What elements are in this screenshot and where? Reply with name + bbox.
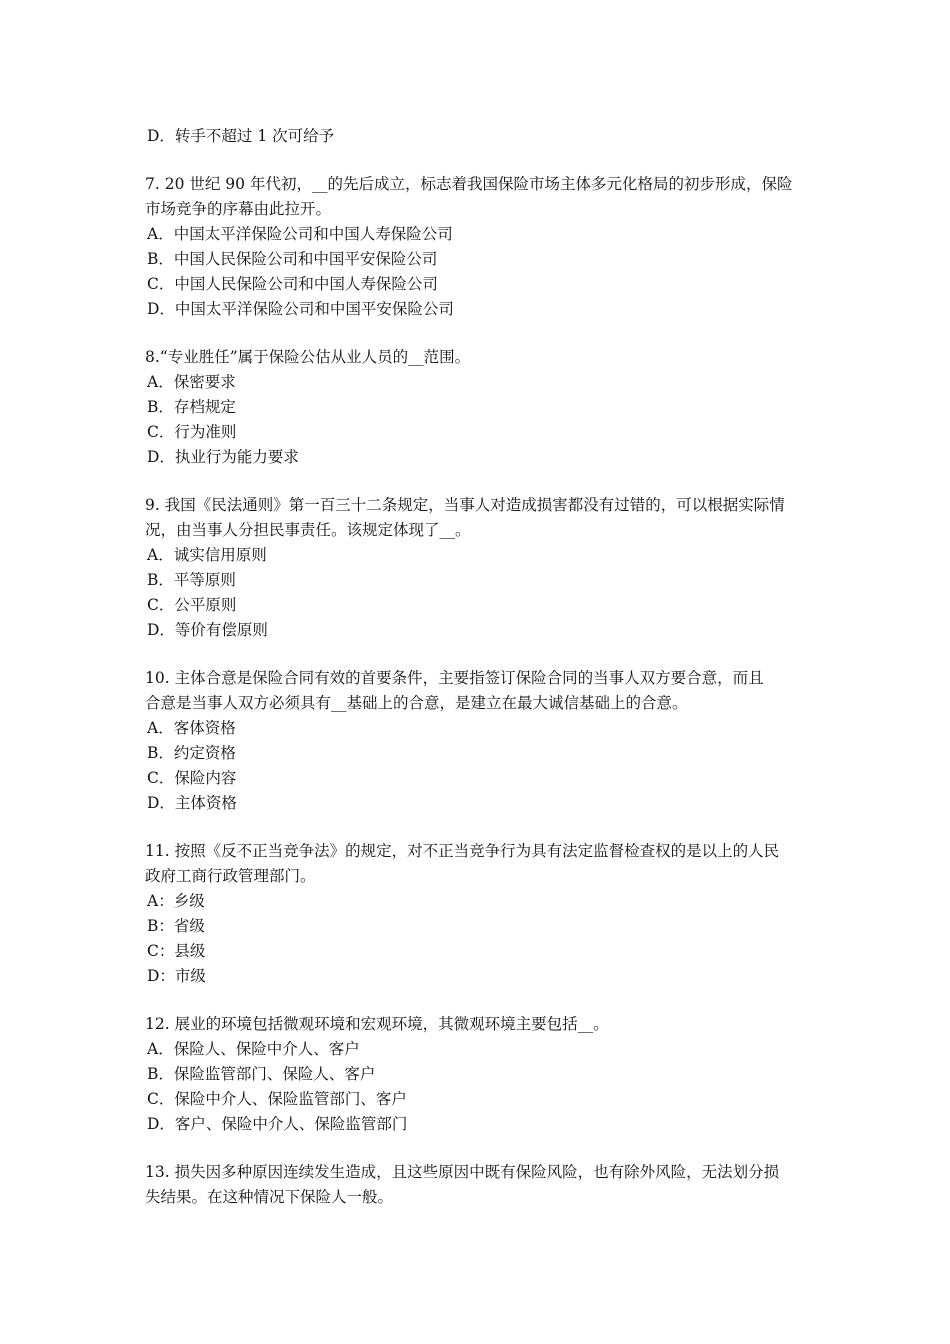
question-stem-line: 9. 我国《民法通则》第一百三十二条规定，当事人对造成损害都没有过错的，可以根据实际情 (145, 496, 785, 514)
question-stem-line: 7. 20 世纪 90 年代初，__的先后成立，标志着我国保险市场主体多元化格局的初步形成，保险 (145, 175, 793, 193)
question-block (145, 839, 810, 989)
question-stem-line: 失结果。在这种情况下保险人一般。 (145, 1188, 394, 1206)
option-d-top: D．转手不超过 1 次可给予 (147, 127, 335, 145)
answer-option: D：市级 (147, 967, 206, 985)
answer-option: D．等价有偿原则 (147, 621, 268, 639)
question-stem-line: 12. 展业的环境包括微观环境和宏观环境，其微观环境主要包括__。 (145, 1015, 609, 1033)
question-block (145, 172, 810, 322)
answer-option: A．诚实信用原则 (147, 546, 267, 564)
answer-option: D．客户、保险中介人、保险监管部门 (147, 1115, 408, 1133)
question-stem-line: 政府工商行政管理部门。 (145, 867, 316, 885)
question-stem-line: 10. 主体合意是保险合同有效的首要条件，主要指签订保险合同的当事人双方要合意，而且 (145, 669, 764, 687)
answer-option: C．中国人民保险公司和中国人寿保险公司 (147, 275, 438, 293)
answer-option: C：县级 (147, 942, 206, 960)
question-list (145, 172, 810, 1210)
question-stem-line: 11. 按照《反不正当竞争法》的规定，对不正当竞争行为具有法定监督检查权的是以上的人民 (145, 842, 780, 860)
question-block (145, 1160, 810, 1210)
answer-option: A：乡级 (147, 892, 205, 910)
answer-option: C．保险内容 (147, 769, 237, 787)
answer-option: C．公平原则 (147, 596, 237, 614)
answer-option: A．客体资格 (147, 719, 236, 737)
answer-option: A．中国太平洋保险公司和中国人寿保险公司 (147, 225, 453, 243)
question-stem-line: 况，由当事人分担民事责任。该规定体现了__。 (145, 521, 471, 539)
question-stem-line: 合意是当事人双方必须具有__基础上的合意，是建立在最大诚信基础上的合意。 (145, 694, 688, 712)
question-block (145, 666, 810, 816)
answer-option: A．保密要求 (147, 373, 236, 391)
answer-option: B．中国人民保险公司和中国平安保险公司 (147, 250, 438, 268)
answer-option: D．中国太平洋保险公司和中国平安保险公司 (147, 300, 454, 318)
answer-option: C．行为准则 (147, 423, 237, 441)
question-stem-line: 8.“专业胜任”属于保险公估从业人员的__范围。 (145, 348, 471, 366)
answer-option: C．保险中介人、保险监管部门、客户 (147, 1090, 407, 1108)
answer-option: B：省级 (147, 917, 205, 935)
question-block (145, 1012, 810, 1137)
question-block (145, 493, 810, 643)
answer-option: B．保险监管部门、保险人、客户 (147, 1065, 376, 1083)
document-page (145, 124, 810, 1210)
answer-option: D．主体资格 (147, 794, 237, 812)
question-block (145, 345, 810, 470)
answer-option: B．平等原则 (147, 571, 236, 589)
answer-option: A．保险人、保险中介人、客户 (147, 1040, 360, 1058)
answer-option: B．约定资格 (147, 744, 236, 762)
question-stem-line: 市场竞争的序幕由此拉开。 (145, 200, 332, 218)
question-stem-line: 13. 损失因多种原因连续发生造成，且这些原因中既有保险风险，也有除外风险，无法划分损 (145, 1163, 780, 1181)
answer-option: D．执业行为能力要求 (147, 448, 299, 466)
answer-option: B．存档规定 (147, 398, 236, 416)
